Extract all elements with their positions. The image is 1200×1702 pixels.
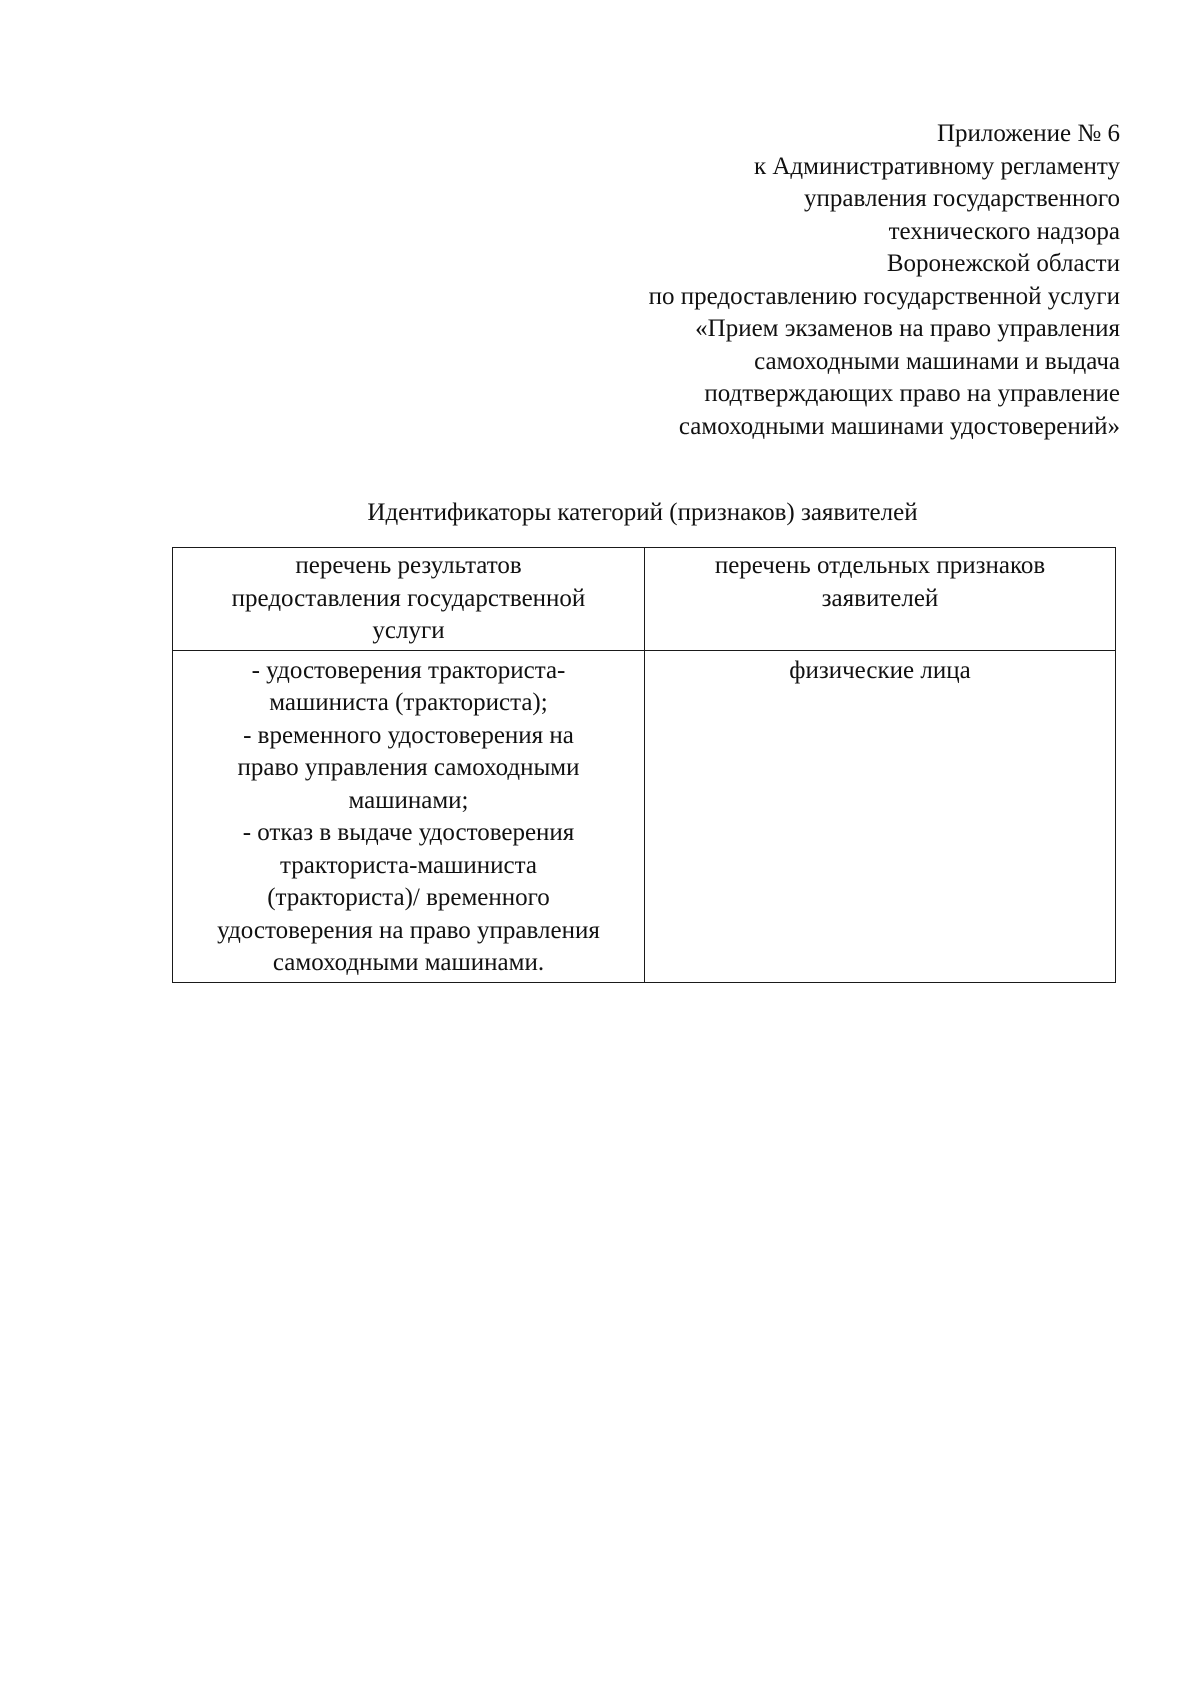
results-line: - удостоверения тракториста-	[251, 656, 566, 684]
header-applicant-features-column	[645, 548, 1116, 651]
results-line: - отказ в выдаче удостоверения	[242, 819, 575, 846]
appendix-line: управления государственного	[804, 185, 1120, 212]
table-row	[173, 650, 1116, 982]
header-line: предоставления государственной	[231, 584, 586, 612]
appendix-line: подтверждающих право на управление	[704, 380, 1120, 407]
results-line: право управления самоходными	[237, 754, 580, 781]
results-line: тракториста-машиниста	[280, 851, 537, 879]
results-line: машинами;	[348, 786, 469, 814]
results-line: - временного удостоверения на	[243, 721, 574, 749]
table-header-row	[173, 548, 1116, 651]
applicant-feature: физические лица	[789, 656, 971, 684]
results-line: самоходными машинами.	[272, 949, 545, 976]
appendix-line: к Административному регламенту	[753, 152, 1120, 180]
results-line: (тракториста)/ временного	[267, 884, 550, 911]
header-line: услуги	[372, 617, 445, 644]
identifiers-table	[172, 547, 1116, 983]
header-line: заявителей	[821, 584, 939, 612]
appendix-line: технического надзора	[888, 217, 1120, 245]
appendix-header	[420, 118, 1120, 443]
appendix-line: по предоставлению государственной услуги	[648, 282, 1120, 310]
appendix-line: Воронежской области	[886, 250, 1120, 277]
table-title: Идентификаторы категорий (признаков) заявителей	[367, 499, 918, 526]
results-cell	[173, 650, 645, 982]
appendix-line: «Прием экзаменов на право управления	[695, 315, 1120, 342]
appendix-line: самоходными машинами удостоверений»	[678, 412, 1120, 440]
results-line: машиниста (тракториста);	[269, 689, 548, 716]
appendix-line: Приложение № 6	[936, 120, 1120, 147]
header-line: перечень результатов	[295, 552, 522, 579]
header-line: перечень отдельных признаков	[714, 552, 1046, 579]
applicant-features-cell	[645, 650, 1116, 982]
appendix-line: самоходными машинами и выдача	[754, 347, 1120, 375]
header-results-column	[173, 548, 645, 651]
results-line: удостоверения на право управления	[217, 916, 600, 944]
